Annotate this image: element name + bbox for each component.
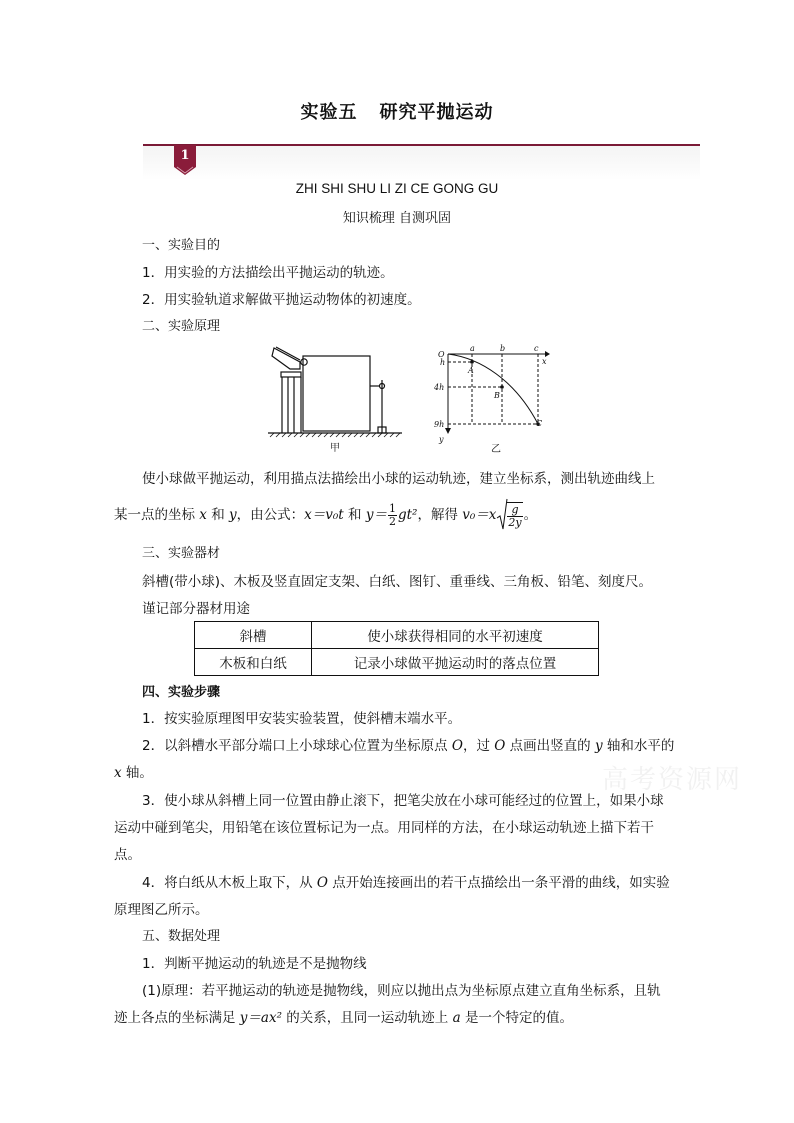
label-a: a — [470, 344, 475, 353]
formula-vertical-right: gt² — [397, 507, 418, 523]
table-row — [195, 649, 599, 676]
watermark: 高考资源网 — [602, 765, 743, 795]
var-y: y — [229, 507, 237, 523]
label-origin: O — [438, 350, 445, 359]
fraction-g-num: g — [507, 504, 522, 517]
fraction-half-den: 2 — [388, 514, 396, 528]
heading-principle: 二、实验原理 — [142, 319, 221, 334]
section-badge-number: 1 — [180, 148, 190, 163]
step-2-text-b: ，过 — [462, 738, 495, 754]
fraction-g-over-2y — [507, 502, 522, 529]
purpose-item-1: 1．用实验的方法描绘出平抛运动的轨迹。 — [142, 265, 394, 281]
trajectory-figure-yi — [430, 344, 555, 456]
label-point-b: B — [494, 391, 500, 400]
label-b: b — [500, 344, 506, 353]
purpose-item-2: 2．用实验轨道求解做平抛运动物体的初速度。 — [142, 292, 421, 308]
step-2-text-d: 轴和水平的 — [602, 738, 675, 754]
materials-table — [194, 621, 599, 676]
data-text-b: 的关系，且同一运动轨迹上 — [282, 1010, 453, 1026]
data-item-1: 1．判断平抛运动的轨迹是不是抛物线 — [142, 956, 367, 972]
formula-horizontal: x＝v₀t — [304, 507, 344, 523]
principle-text-d: ，解得 — [417, 507, 463, 523]
data-text-c: 是一个特定的值。 — [460, 1010, 573, 1026]
step-2-text-a: 2．以斜槽水平部分端口上小球球心位置为坐标原点 — [142, 738, 452, 754]
materials-list: 斜槽(带小球)、木板及竖直固定支架、白纸、图钉、重垂线、三角板、铅笔、刻度尺。 — [142, 574, 653, 590]
figure-yi-caption: 乙 — [491, 444, 501, 455]
heading-purpose: 一、实验目的 — [142, 238, 221, 253]
principle-text-a: 某一点的坐标 — [114, 507, 200, 523]
step-1: 1．按实验原理图甲安装实验装置，使斜槽末端水平。 — [142, 711, 462, 727]
step-4-text-a: 4．将白纸从木板上取下，从 — [142, 875, 317, 891]
materials-note: 谨记部分器材用途 — [142, 601, 250, 617]
label-y-axis: y — [439, 435, 444, 444]
section-banner-shade — [143, 146, 700, 180]
section-subtitle: 知识梳理 自测巩固 — [342, 211, 452, 226]
label-x-axis: x — [542, 357, 547, 366]
step-3-line-2: 运动中碰到笔尖，用铅笔在该位置标记为一点。用同样的方法，在小球运动轨迹上描下若干 — [114, 820, 654, 836]
fraction-2y-den: 2y — [508, 515, 522, 529]
step-3-line-3: 点。 — [114, 847, 141, 863]
principle-paragraph-line-1: 使小球做平抛运动，利用描点法描绘出小球的运动轨迹，建立坐标系，测出轨迹曲线上 — [142, 471, 655, 487]
data-text-a: 迹上各点的坐标满足 — [114, 1010, 240, 1026]
fraction-half-num: 1 — [388, 501, 396, 515]
table-cell: 记录小球做平抛运动时的落点位置 — [312, 649, 599, 676]
step-2-line-1 — [142, 734, 674, 754]
step-4-line-1 — [142, 871, 670, 891]
step-3-line-1: 3．使小球从斜槽上同一位置由静止滚下，把笔尖放在小球可能经过的位置上，如果小球 — [142, 793, 664, 809]
principle-text-end: 。 — [523, 507, 538, 523]
var-y: y — [594, 738, 603, 754]
data-principle-line-1: (1)原理：若平抛运动的轨迹是抛物线，则应以抛出点为坐标原点建立直角坐标系，且轨 — [142, 983, 661, 999]
formula-vertical-left: y＝ — [365, 507, 387, 523]
principle-paragraph-line-2 — [114, 494, 537, 536]
section-pinyin: ZHI SHI SHU LI ZI CE GONG GU — [295, 181, 499, 196]
label-9h: 9h — [434, 420, 445, 429]
apparatus-figure-jia — [266, 342, 404, 457]
label-c: c — [534, 344, 539, 353]
label-point-a: A — [468, 366, 474, 375]
var-a: a — [452, 1010, 461, 1026]
label-h: h — [440, 358, 446, 367]
step-2-text-e: 轴。 — [121, 765, 153, 781]
heading-data-processing: 五、数据处理 — [142, 929, 221, 944]
fraction-half — [388, 503, 397, 528]
step-4-text-b: 点开始连接画出的若干点描绘出一条平滑的曲线，如实验 — [327, 875, 670, 891]
page-title — [0, 98, 794, 124]
var-origin: O — [451, 738, 463, 754]
step-4-line-2: 原理图乙所示。 — [114, 902, 209, 918]
var-origin: O — [494, 738, 506, 754]
label-4h: 4h — [434, 383, 445, 392]
principle-text-and: 和 — [206, 507, 230, 523]
title-sub: 研究平抛运动 — [379, 102, 494, 123]
label-point-c: C — [536, 419, 543, 428]
table-cell: 木板和白纸 — [195, 649, 312, 676]
heading-steps: 四、实验步骤 — [142, 685, 221, 700]
section-banner-line — [143, 144, 700, 146]
table-row — [195, 622, 599, 649]
var-origin: O — [316, 875, 328, 891]
data-principle-line-2 — [114, 1006, 573, 1026]
figure-jia-caption: 甲 — [330, 443, 340, 454]
table-cell: 使小球获得相同的水平初速度 — [312, 622, 599, 649]
title-main: 实验五 — [300, 102, 358, 123]
step-2-line-2 — [114, 761, 153, 781]
principle-text-b: ，由公式： — [236, 507, 305, 523]
formula-velocity-left: v₀＝x — [462, 507, 497, 523]
var-x: x — [114, 765, 122, 781]
formula-parabola: y＝ax² — [239, 1010, 282, 1026]
heading-materials: 三、实验器材 — [142, 546, 221, 561]
table-cell: 斜槽 — [195, 622, 312, 649]
step-2-text-c: 点画出竖直的 — [505, 738, 595, 754]
var-x: x — [199, 507, 207, 523]
principle-text-c: 和 — [343, 507, 366, 523]
